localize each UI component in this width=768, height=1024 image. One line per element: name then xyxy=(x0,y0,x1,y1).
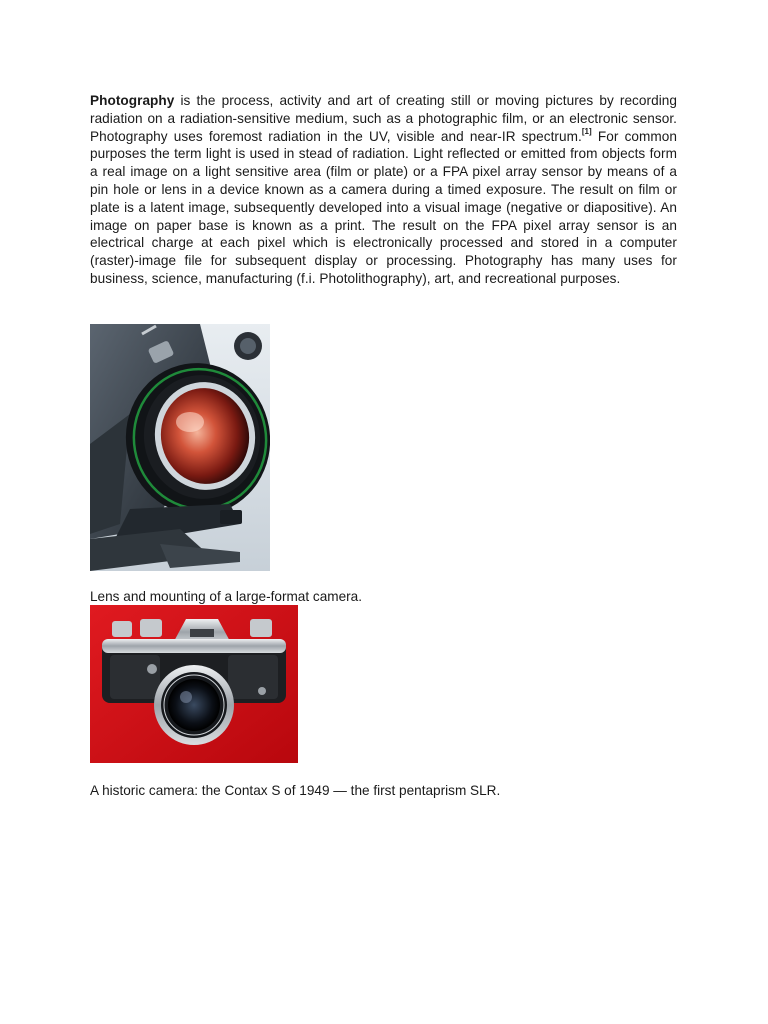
body-paragraph xyxy=(90,92,677,288)
paragraph-text-part1: is the process, activity and art of creating still or moving pictures by recording radiation on a radiation-sensitive medium, such as a photographic film, or an electronic sensor. Photography uses foremost radiation in the UV, visible and near-IR spectrum. xyxy=(90,93,677,144)
contax-camera-photo xyxy=(90,605,298,763)
paragraph-text-part2: For common purposes the term light is used in stead of radiation. Light reflected or emitted from objects form a real image on a light sensitive area (film or plate) or a FPA pixel array sensor by means of a pin hole or lens in a device known as a camera during a timed exposure. The result on film or plate is a latent image, subsequently developed into a visual image (negative or diapositive). An image on paper base is known as a print. The result on the FPA pixel array sensor is an electrical charge at each pixel which is electronically processed and stored in a computer (raster)-image file for subsequent display or processing. Photography has many uses for business, science, manufacturing (f.i. Photolithography), art, and recreational purposes. xyxy=(90,128,677,286)
term-photography: Photography xyxy=(90,93,175,108)
figure2-caption: A historic camera: the Contax S of 1949 — the first pentaprism SLR. xyxy=(90,783,501,798)
lens-photo xyxy=(90,324,270,571)
footnote-ref[interactable]: [1] xyxy=(581,126,592,136)
camera-illustration xyxy=(90,605,298,763)
figure1-caption: Lens and mounting of a large-format camera. xyxy=(90,589,363,604)
lens-illustration xyxy=(90,324,270,571)
